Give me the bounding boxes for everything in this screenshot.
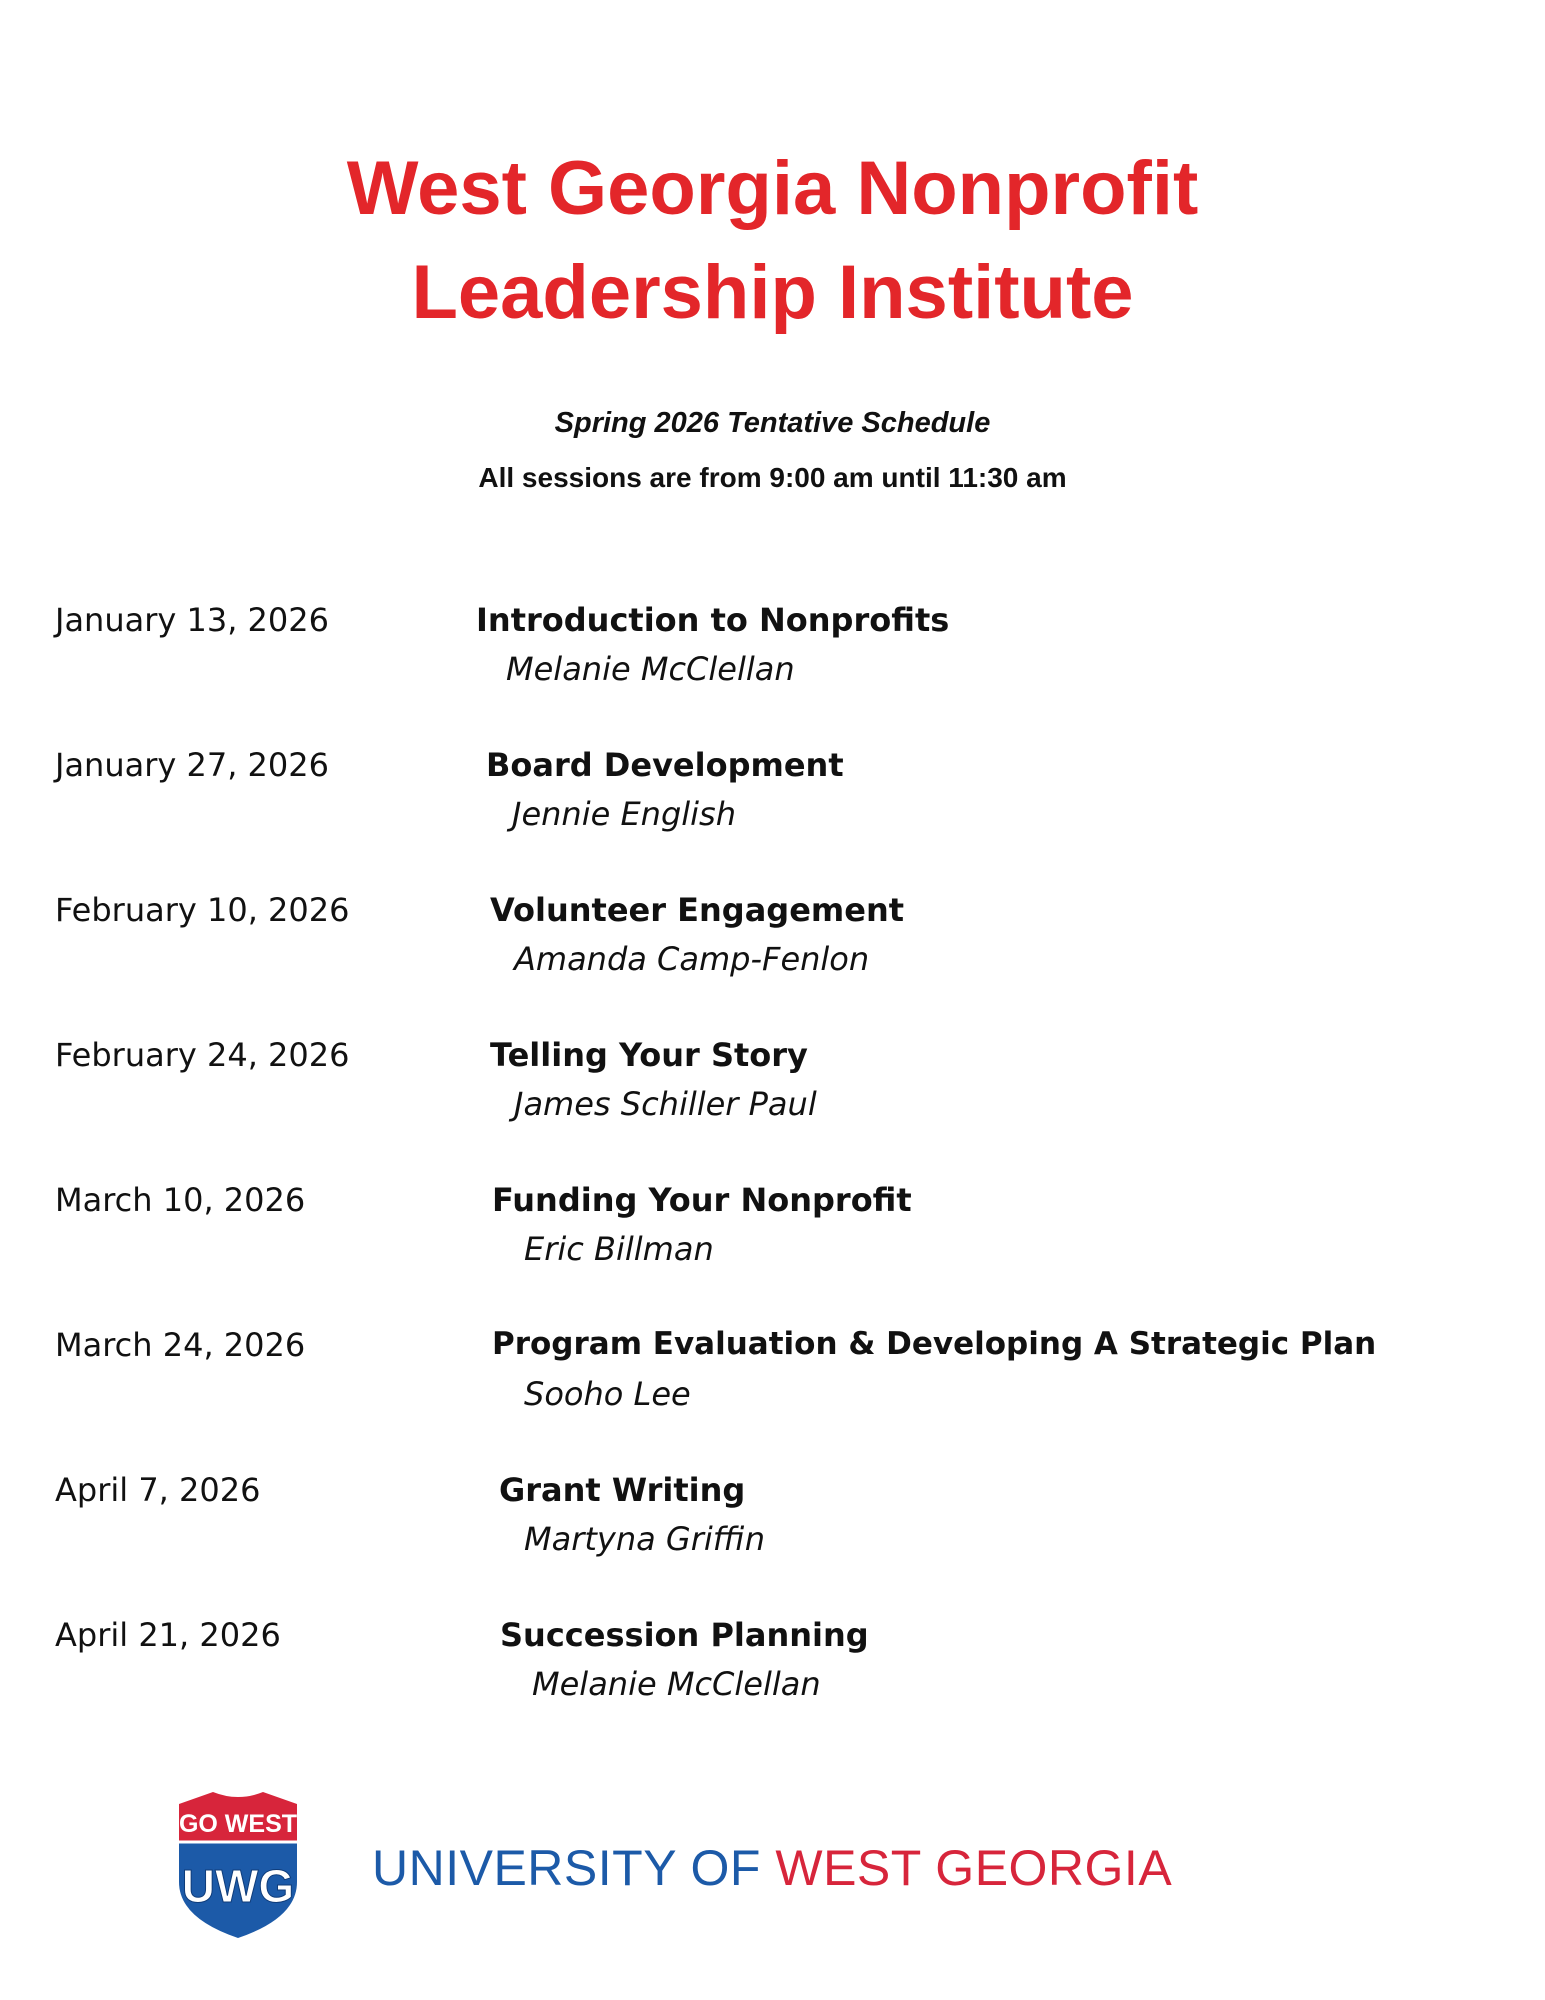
logo-banner-text: GO WEST [178,1810,298,1838]
session-time-note: All sessions are from 9:00 am until 11:30 am [478,462,1067,493]
page-title-line-1: West Georgia Nonprofit [346,146,1199,231]
session-title: Volunteer Engagement [490,891,905,929]
session-title: Funding Your Nonprofit [492,1181,912,1219]
session-date: April 21, 2026 [55,1616,281,1654]
university-name-part-1: UNIVERSITY OF [372,1840,776,1896]
session-title: Introduction to Nonprofits [476,601,950,639]
uwg-shield-logo [173,1790,303,1940]
session-title: Telling Your Story [490,1036,808,1074]
session-speaker: Amanda Camp-Fenlon [514,940,870,978]
university-name-part-2: WEST GEORGIA [775,1840,1173,1896]
session-title: Succession Planning [500,1616,869,1654]
session-date: January 27, 2026 [55,746,329,784]
logo-letters: UWG [181,1860,295,1912]
session-speaker: Jennie English [512,795,736,833]
session-speaker: Sooho Lee [524,1375,691,1413]
session-date: January 13, 2026 [55,601,329,639]
session-date: February 10, 2026 [55,891,350,929]
session-speaker: Eric Billman [524,1230,714,1268]
schedule-subtitle: Spring 2026 Tentative Schedule [554,407,991,439]
session-date: April 7, 2026 [55,1471,261,1509]
page-title-line-2: Leadership Institute [411,250,1134,335]
university-name [372,1838,1172,1898]
session-date: March 10, 2026 [55,1181,306,1219]
session-date: February 24, 2026 [55,1036,350,1074]
session-title: Grant Writing [499,1471,746,1509]
session-speaker: Melanie McClellan [506,650,795,688]
session-speaker: Melanie McClellan [532,1665,821,1703]
session-date: March 24, 2026 [55,1326,306,1364]
session-speaker: Martyna Griffin [524,1520,766,1558]
session-title: Program Evaluation & Developing A Strategic Plan [492,1326,1377,1362]
session-speaker: James Schiller Paul [514,1085,817,1123]
session-title: Board Development [486,746,844,784]
